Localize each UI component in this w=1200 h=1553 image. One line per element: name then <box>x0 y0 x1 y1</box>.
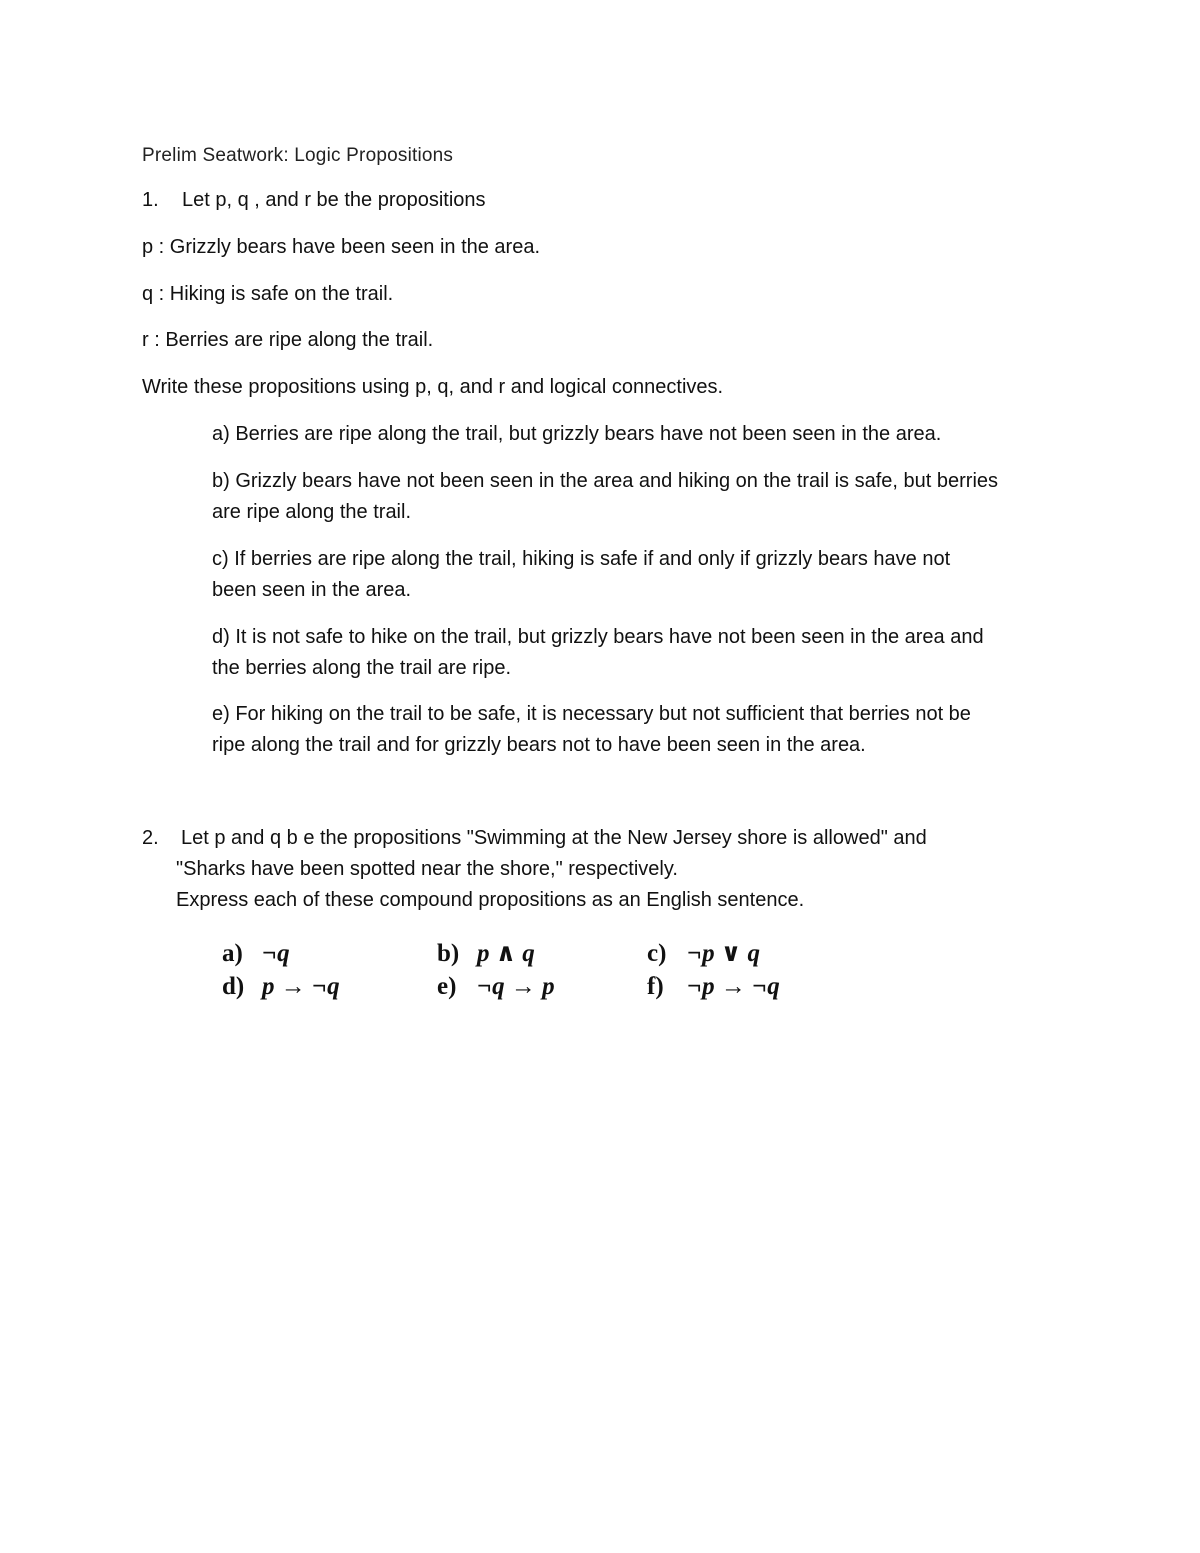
item-1b-line1: b) Grizzly bears have not been seen in the area and hiking on the trail is safe, but berries <box>212 470 999 492</box>
question-1-header <box>142 185 486 216</box>
question-2-line1: Let p and q b e the propositions "Swimming at the New Jersey shore is allowed" and <box>181 827 927 849</box>
formula-expression: ¬q → p <box>477 973 555 1000</box>
formula-label: f) <box>647 973 664 1000</box>
formula-grid <box>222 938 842 1008</box>
proposition-p: p : Grizzly bears have been seen in the area. <box>142 236 541 258</box>
formula-label: a) <box>222 940 243 967</box>
formula-c <box>647 938 760 970</box>
formula-expression: p → ¬q <box>262 973 340 1000</box>
question-1-instruction: Write these propositions using p, q, and r and logical connectives. <box>142 376 724 398</box>
formula-label: e) <box>437 973 457 1000</box>
document-title: Prelim Seatwork: Logic Propositions <box>142 145 454 166</box>
question-2-line2: "Sharks have been spotted near the shore," respectively. <box>176 858 678 880</box>
proposition-q: q : Hiking is safe on the trail. <box>142 283 394 305</box>
proposition-r: r : Berries are ripe along the trail. <box>142 329 434 351</box>
item-1e-line1: e) For hiking on the trail to be safe, it is necessary but not sufficient that berries not be <box>212 703 971 725</box>
formula-expression: ¬q <box>262 940 290 967</box>
formula-b <box>437 938 535 970</box>
item-1b-line2: are ripe along the trail. <box>212 501 412 523</box>
item-1d-line1: d) It is not safe to hike on the trail, but grizzly bears have not been seen in the area and <box>212 626 984 648</box>
item-1c-line2: been seen in the area. <box>212 579 412 601</box>
item-1d-line2: the berries along the trail are ripe. <box>212 657 512 679</box>
formula-a <box>222 938 290 970</box>
formula-expression: ¬p → ¬q <box>687 973 780 1000</box>
formula-f <box>647 971 780 1003</box>
question-2-number: 2. <box>142 827 159 849</box>
question-2-instruction: Express each of these compound propositions as an English sentence. <box>176 889 805 911</box>
formula-expression: p ∧ q <box>477 940 535 967</box>
question-1-number: 1. <box>142 189 159 211</box>
item-1c-line1: c) If berries are ripe along the trail, hiking is safe if and only if grizzly bears have not <box>212 548 951 570</box>
formula-label: c) <box>647 940 667 967</box>
item-1a: a) Berries are ripe along the trail, but grizzly bears have not been seen in the area. <box>212 423 942 445</box>
formula-d <box>222 971 340 1003</box>
question-1-intro: Let p, q , and r be the propositions <box>182 189 486 211</box>
formula-label: d) <box>222 973 245 1000</box>
item-1e-line2: ripe along the trail and for grizzly bears not to have been seen in the area. <box>212 734 866 756</box>
formula-e <box>437 971 555 1003</box>
formula-label: b) <box>437 940 460 967</box>
formula-expression: ¬p ∨ q <box>687 940 760 967</box>
